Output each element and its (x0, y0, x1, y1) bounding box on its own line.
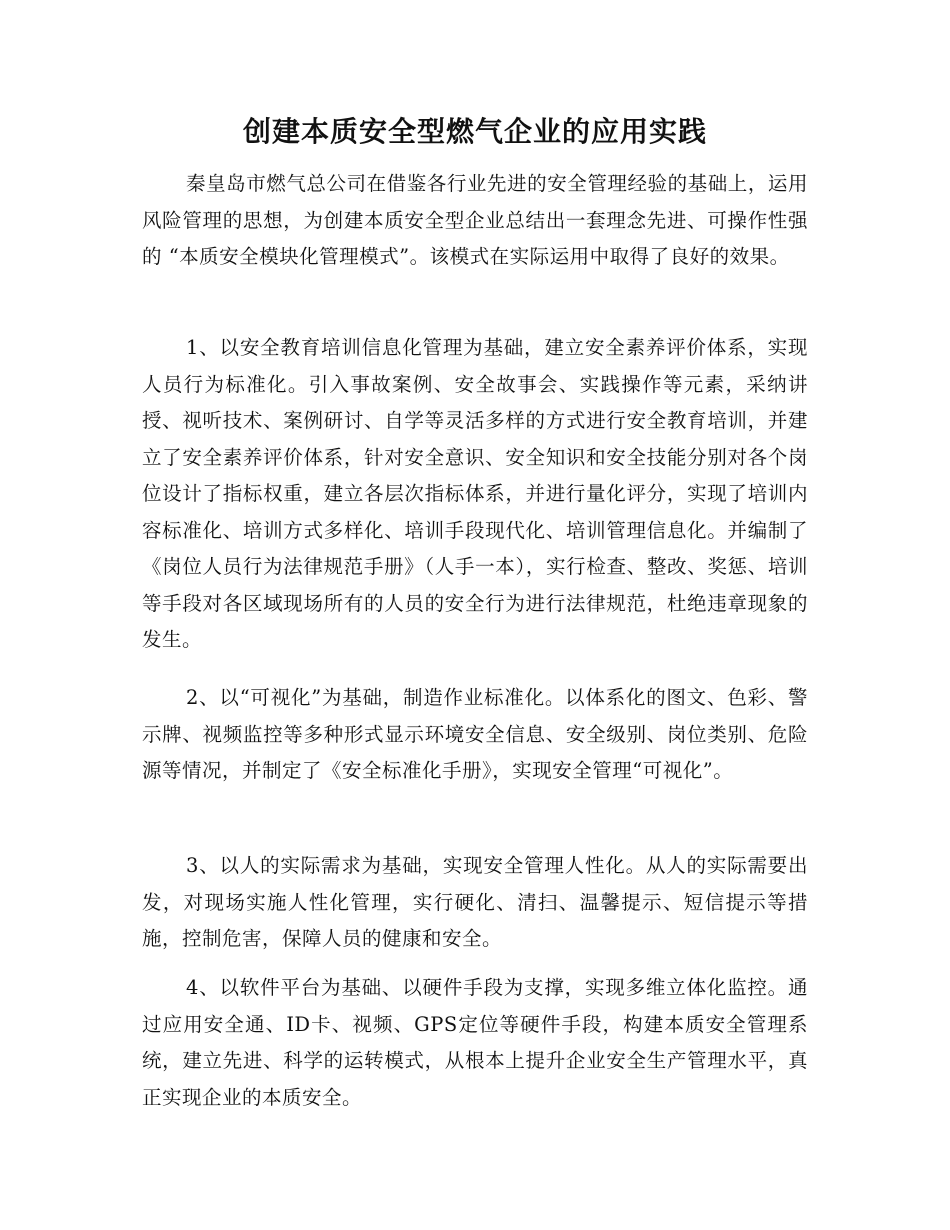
paragraph-3: 3、以人的实际需求为基础，实现安全管理人性化。从人的实际需要出发，对现场实施人性化管理，实行硬化、清扫、温馨提示、短信提示等措施，控制危害，保障人员的健康和安全。 (142, 854, 808, 950)
paragraph-2: 2、以“可视化”为基础，制造作业标准化。以体系化的图文、色彩、警示牌、视频监控等多种形式显示环境安全信息、安全级别、岗位类别、危险源等情况，并制定了《安全标准化手册》，实现安全管理“可视化”。 (142, 686, 808, 782)
paragraph-4: 4、以软件平台为基础、以硬件手段为支撑，实现多维立体化监控。通过应用安全通、ID卡、视频、GPS定位等硬件手段，构建本质安全管理系统，建立先进、科学的运转模式，从根本上提升企业安全生产管理水平，真正实现企业的本质安全。 (142, 976, 808, 1109)
document-title: 创建本质安全型燃气企业的应用实践 (242, 115, 707, 148)
intro-paragraph: 秦皇岛市燃气总公司在借鉴各行业先进的安全管理经验的基础上，运用风险管理的思想，为创建本质安全型企业总结出一套理念先进、可操作性强的 “本质安全模块化管理模式”。该模式在实际运用中取得了良好的效果。 (142, 172, 808, 268)
paragraph-1: 1、以安全教育培训信息化管理为基础，建立安全素养评价体系，实现人员行为标准化。引入事故案例、安全故事会、实践操作等元素，采纳讲授、视听技术、案例研讨、自学等灵活多样的方式进行安全教育培训，并建立了安全素养评价体系，针对安全意识、安全知识和安全技能分别对各个岗位设计了指标权重，建立各层次指标体系，并进行量化评分，实现了培训内容标准化、培训方式多样化、培训手段现代化、培训管理信息化。并编制了《岗位人员行为法律规范手册》（人手一本），实行检查、整改、奖惩、培训等手段对各区域现场所有的人员的安全行为进行法律规范，杜绝违章现象的发生。 (142, 336, 808, 651)
